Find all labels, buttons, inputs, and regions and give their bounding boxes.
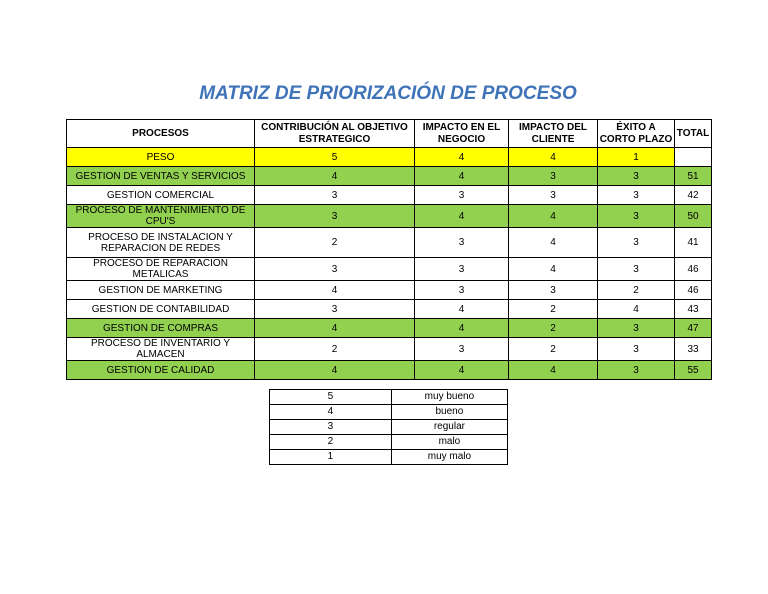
header-procesos: PROCESOS — [67, 120, 255, 148]
rating-legend-table — [269, 389, 508, 465]
cell-contribucion: 2 — [255, 338, 415, 361]
cell-total: 51 — [675, 167, 712, 186]
legend-meaning: regular — [391, 420, 507, 435]
cell-total: 46 — [675, 281, 712, 300]
cell-exito-corto-plazo: 4 — [598, 300, 675, 319]
legend-score: 2 — [270, 435, 392, 450]
cell-contribucion: 3 — [255, 205, 415, 228]
table-row — [67, 167, 712, 186]
cell-impacto-cliente: 4 — [509, 258, 598, 281]
cell-impacto-cliente: 4 — [509, 228, 598, 258]
cell-exito-corto-plazo: 3 — [598, 167, 675, 186]
cell-total — [675, 148, 712, 167]
table-row — [67, 228, 712, 258]
header-total: TOTAL — [675, 120, 712, 148]
table-row — [67, 338, 712, 361]
cell-proceso: PESO — [67, 148, 255, 167]
legend-meaning: muy malo — [391, 450, 507, 465]
cell-exito-corto-plazo: 3 — [598, 319, 675, 338]
cell-impacto-cliente: 4 — [509, 148, 598, 167]
legend-row — [270, 390, 508, 405]
cell-total: 46 — [675, 258, 712, 281]
legend-score: 4 — [270, 405, 392, 420]
legend-score: 5 — [270, 390, 392, 405]
cell-impacto-cliente: 4 — [509, 205, 598, 228]
cell-exito-corto-plazo: 3 — [598, 361, 675, 380]
cell-impacto-negocio: 4 — [415, 319, 509, 338]
priority-matrix-table — [66, 119, 712, 380]
cell-total: 42 — [675, 186, 712, 205]
cell-impacto-negocio: 4 — [415, 167, 509, 186]
cell-contribucion: 3 — [255, 258, 415, 281]
cell-total: 43 — [675, 300, 712, 319]
cell-total: 47 — [675, 319, 712, 338]
cell-contribucion: 4 — [255, 167, 415, 186]
cell-impacto-cliente: 3 — [509, 281, 598, 300]
cell-impacto-cliente: 2 — [509, 300, 598, 319]
table-row — [67, 361, 712, 380]
cell-impacto-cliente: 3 — [509, 186, 598, 205]
cell-proceso: PROCESO DE MANTENIMIENTO DE CPU'S — [67, 205, 255, 228]
header-row — [67, 120, 712, 148]
header-impacto-negocio: IMPACTO EN EL NEGOCIO — [415, 120, 509, 148]
cell-total: 41 — [675, 228, 712, 258]
cell-impacto-negocio: 3 — [415, 258, 509, 281]
table-row — [67, 186, 712, 205]
legend-row — [270, 450, 508, 465]
legend-meaning: malo — [391, 435, 507, 450]
legend-row — [270, 405, 508, 420]
cell-total: 33 — [675, 338, 712, 361]
legend-row — [270, 435, 508, 450]
cell-impacto-negocio: 4 — [415, 300, 509, 319]
cell-exito-corto-plazo: 3 — [598, 258, 675, 281]
cell-proceso: PROCESO DE INSTALACION Y REPARACION DE REDES — [67, 228, 255, 258]
header-contribucion: CONTRIBUCIÓN AL OBJETIVO ESTRATEGICO — [255, 120, 415, 148]
table-row — [67, 258, 712, 281]
cell-impacto-negocio: 3 — [415, 338, 509, 361]
header-impacto-cliente: IMPACTO DEL CLIENTE — [509, 120, 598, 148]
cell-proceso: GESTION DE CONTABILIDAD — [67, 300, 255, 319]
cell-exito-corto-plazo: 2 — [598, 281, 675, 300]
cell-proceso: PROCESO DE REPARACION METALICAS — [67, 258, 255, 281]
cell-contribucion: 3 — [255, 186, 415, 205]
cell-proceso: GESTION COMERCIAL — [67, 186, 255, 205]
cell-impacto-negocio: 3 — [415, 228, 509, 258]
table-row — [67, 281, 712, 300]
header-exito-corto-plazo: ÉXITO A CORTO PLAZO — [598, 120, 675, 148]
cell-impacto-negocio: 4 — [415, 205, 509, 228]
cell-proceso: GESTION DE MARKETING — [67, 281, 255, 300]
cell-exito-corto-plazo: 3 — [598, 228, 675, 258]
cell-exito-corto-plazo: 1 — [598, 148, 675, 167]
cell-impacto-cliente: 2 — [509, 338, 598, 361]
table-row — [67, 319, 712, 338]
legend-score: 1 — [270, 450, 392, 465]
table-row — [67, 205, 712, 228]
cell-contribucion: 5 — [255, 148, 415, 167]
cell-contribucion: 4 — [255, 361, 415, 380]
cell-total: 50 — [675, 205, 712, 228]
cell-proceso: PROCESO DE INVENTARIO Y ALMACEN — [67, 338, 255, 361]
cell-contribucion: 3 — [255, 300, 415, 319]
legend-row — [270, 420, 508, 435]
cell-impacto-cliente: 4 — [509, 361, 598, 380]
table-row — [67, 300, 712, 319]
legend-score: 3 — [270, 420, 392, 435]
cell-contribucion: 2 — [255, 228, 415, 258]
legend-meaning: bueno — [391, 405, 507, 420]
cell-proceso: GESTION DE VENTAS Y SERVICIOS — [67, 167, 255, 186]
cell-total: 55 — [675, 361, 712, 380]
cell-proceso: GESTION DE CALIDAD — [67, 361, 255, 380]
cell-contribucion: 4 — [255, 319, 415, 338]
cell-exito-corto-plazo: 3 — [598, 205, 675, 228]
cell-impacto-cliente: 2 — [509, 319, 598, 338]
peso-row — [67, 148, 712, 167]
cell-impacto-negocio: 3 — [415, 186, 509, 205]
cell-impacto-negocio: 4 — [415, 361, 509, 380]
cell-exito-corto-plazo: 3 — [598, 186, 675, 205]
cell-impacto-cliente: 3 — [509, 167, 598, 186]
cell-impacto-negocio: 3 — [415, 281, 509, 300]
cell-contribucion: 4 — [255, 281, 415, 300]
cell-proceso: GESTION DE COMPRAS — [67, 319, 255, 338]
legend-meaning: muy bueno — [391, 390, 507, 405]
cell-exito-corto-plazo: 3 — [598, 338, 675, 361]
page-title: MATRIZ DE PRIORIZACIÓN DE PROCESO — [199, 83, 577, 104]
cell-impacto-negocio: 4 — [415, 148, 509, 167]
